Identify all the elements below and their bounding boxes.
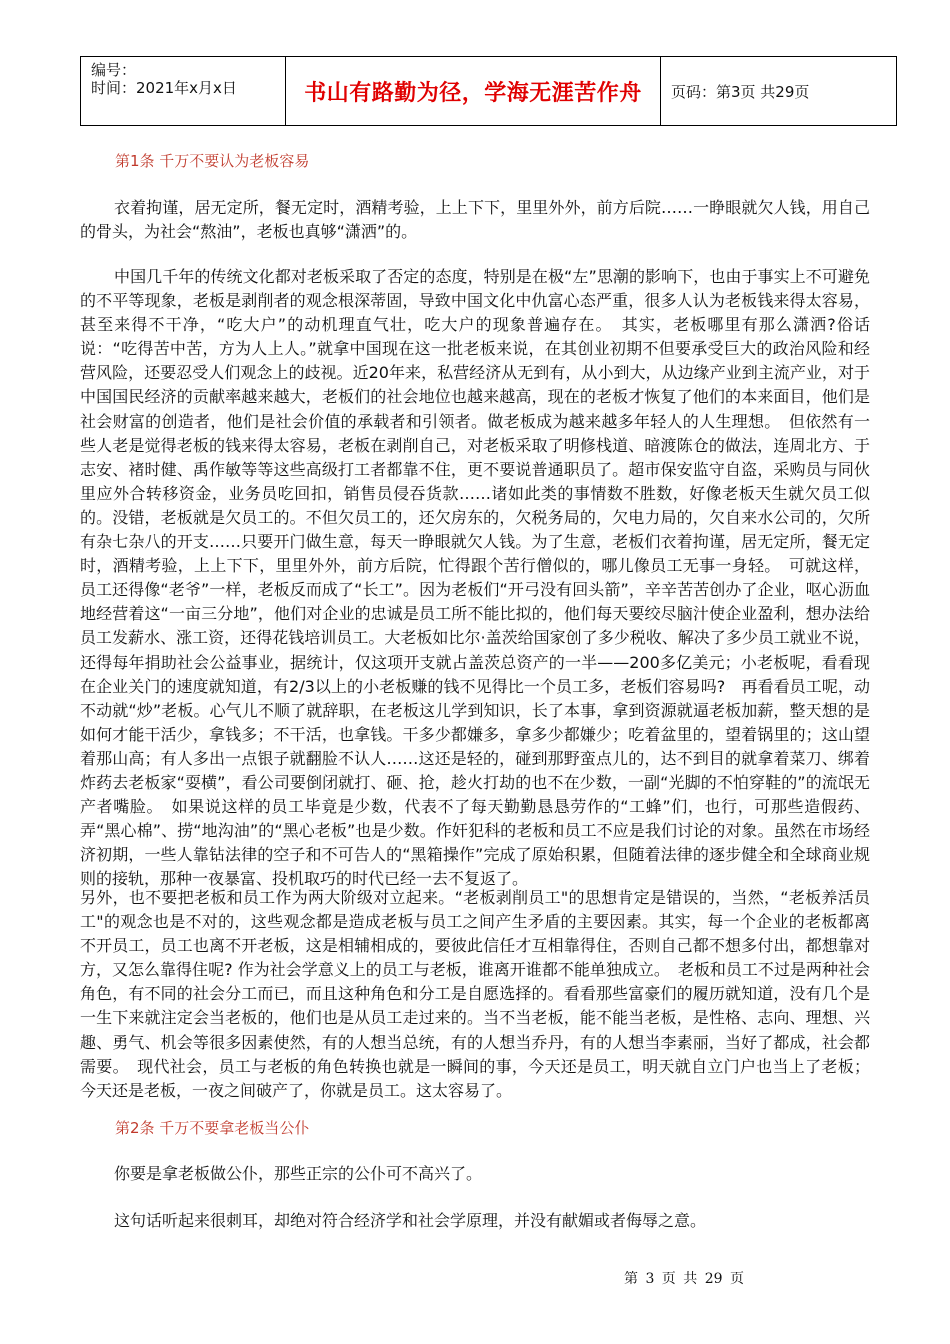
- motto-text: 书山有路勤为径，学海无涯苦作舟: [304, 80, 642, 106]
- motto-cell: [286, 57, 661, 125]
- page-code-text: 页码：第3页 共29页: [671, 82, 810, 101]
- section-1-body-paragraph-2: 另外，也不要把老板和员工作为两大阶级对立起来。“老板剥削员工"的思想肯定是错误的，当然，“老板养活员工"的观念也是不对的，这些观念都是造成老板与员工之间产生矛盾的主要因素。其实，每一个企业的老板都离不开员工，员工也离不开老板，这是相辅相成的，要彼此信任才互相靠得住，否则自己都不想多付出，都想靠对方，又怎么靠得住呢? 作为社会学意义上的员工与老板，谁离开谁都不能单独成立。 老板和员工不过是两种社会角色，有不同的社会分工而已，而且这种角色和分工是自愿选择的。看看那些富豪们的履历就知道，没有几个是一生下来就注定会当老板的，他们也是从员工走过来的。当不当老板，能不能当老板，是性格、志向、理想、兴趣、勇气、机会等很多因素使然，有的人想当总统，有的人想当乔丹，有的人想当李素丽，当好了都成，社会都需要。 现代社会，员工与老板的角色转换也就是一瞬间的事，今天还是员工，明天就自立门户也当上了老板；今天还是老板，一夜之间破产了，你就是员工。这太容易了。: [80, 888, 870, 1100]
- page-footer: 第 3 页 共 29 页: [624, 1271, 744, 1287]
- section-1-body-paragraph: 中国几千年的传统文化都对老板采取了否定的态度，特别是在极“左”思潮的影响下，也由于事实上不可避免的不平等现象，老板是剥削者的观念根深蒂固，导致中国文化中仇富心态严重，很多人认为老板钱来得太容易，甚至来得不干净，“吃大户”的动机理直气壮，吃大户的现象普遍存在。 其实，老板哪里有那么潇洒?俗话说：“吃得苦中苦，方为人上人。”就拿中国现在这一批老板来说，在其创业初期不但要承受巨大的政治风险和经营风险，还要忍受人们观念上的歧视。近20年来，私营经济从无到有，从小到大，从边缘产业到主流产业，对于中国国民经济的贡献率越来越大，老板们的社会地位也越来越高，现在的老板才恢复了他们的本来面目，他们是社会财富的创造者，他们是社会价值的承载者和引领者。做老板成为越来越多年轻人的人生理想。 但依然有一些人老是觉得老板的钱来得太容易，老板在剥削自己，对老板采取了明修栈道、暗渡陈仓的做法，连周北方、于志安、褚时健、禹作敏等等这些高级打工者都靠不住，更不要说普通职员了。超市保安监守自盗，采购员与同伙里应外合转移资金，业务员吃回扣，销售员侵吞货款……诸如此类的事情数不胜数，好像老板天生就欠员工似的。没错，老板就是欠员工的。不但欠员工的，还欠房东的，欠税务局的，欠电力局的，欠自来水公司的，欠所有杂七杂八的开支……只要开门做生意，每天一睁眼就欠人钱。为了生意，老板们衣着拘谨，居无定所，餐无定时，酒精考验，上上下下，里里外外，前方后院，忙得跟个苦行僧似的，哪儿像员工无事一身轻。 可就这样，员工还得像“老爷”一样，老板反而成了“长工”。因为老板们“开弓没有回头箭”，辛辛苦苦创办了企业，呕心沥血地经营着这“一亩三分地”，他们对企业的忠诚是员工所不能比拟的，他们每天要绞尽脑汁使企业盈利，想办法给员工发薪水、涨工资，还得花钱培训员工。大老板如比尔·盖茨给国家创了多少税收、解决了多少员工就业不说，还得每年捐助社会公益事业，据统计，仅这项开支就占盖茨总资产的一半——200多亿美元；小老板呢，看看现在企业关门的速度就知道，有2/3以上的小老板赚的钱不见得比一个员工多，老板们容易吗? 再看看员工呢，动不动就“炒”老板。心气儿不顺了就辞职，在老板这儿学到知识，长了本事，拿到资源就逼老板加薪，整天想的是如何才能干活少，拿钱多；不干活，也拿钱。干多少都嫌多，拿多少都嫌少；吃着盆里的，望着锅里的；这山望着那山高；有人多出一点银子就翻脸不认人……这还是轻的，碰到那野蛮点儿的，达不到目的就拿着菜刀、绑着炸药去老板家“耍横”，看公司要倒闭就打、砸、抢，趁火打劫的也不在少数，一副“光脚的不怕穿鞋的”的流氓无产者嘴脸。 如果说这样的员工毕竟是少数，代表不了每天勤勤恳恳劳作的“工蜂”们，也行，可那些造假药、弄“黑心棉”、捞“地沟油”的“黑心老板”也是少数。作奸犯科的老板和员工不应是我们讨论的对象。虽然在市场经济初期，一些人靠钻法律的空子和不可告人的“黑箱操作”完成了原始积累，但随着法律的逐步健全和全球商业规则的接轨，那种一夜暴富、投机取巧的时代已经一去不复返了。: [80, 267, 870, 889]
- number-label: 编号：: [91, 61, 137, 79]
- time-label: 时间：2021年x月x日: [91, 79, 237, 97]
- section-2-paragraph-1: 你要是拿老板做公仆，那些正宗的公仆可不高兴了。: [114, 1164, 483, 1183]
- section-2-title: 第2条 千万不要拿老板当公仆: [115, 1119, 310, 1137]
- section-1-intro-paragraph: 衣着拘谨，居无定所，餐无定时，酒精考验，上上下下，里里外外，前方后院……一睁眼就欠人钱，用自己的骨头，为社会“熬油”，老板也真够“潇洒”的。: [80, 198, 870, 242]
- section-2-paragraph-2: 这句话听起来很刺耳，却绝对符合经济学和社会学原理，并没有献媚或者侮辱之意。: [114, 1211, 707, 1230]
- page-code-cell: [661, 57, 896, 125]
- section-1-title: 第1条 千万不要认为老板容易: [115, 152, 310, 170]
- header-table: [80, 56, 897, 126]
- header-meta-cell: [81, 57, 286, 125]
